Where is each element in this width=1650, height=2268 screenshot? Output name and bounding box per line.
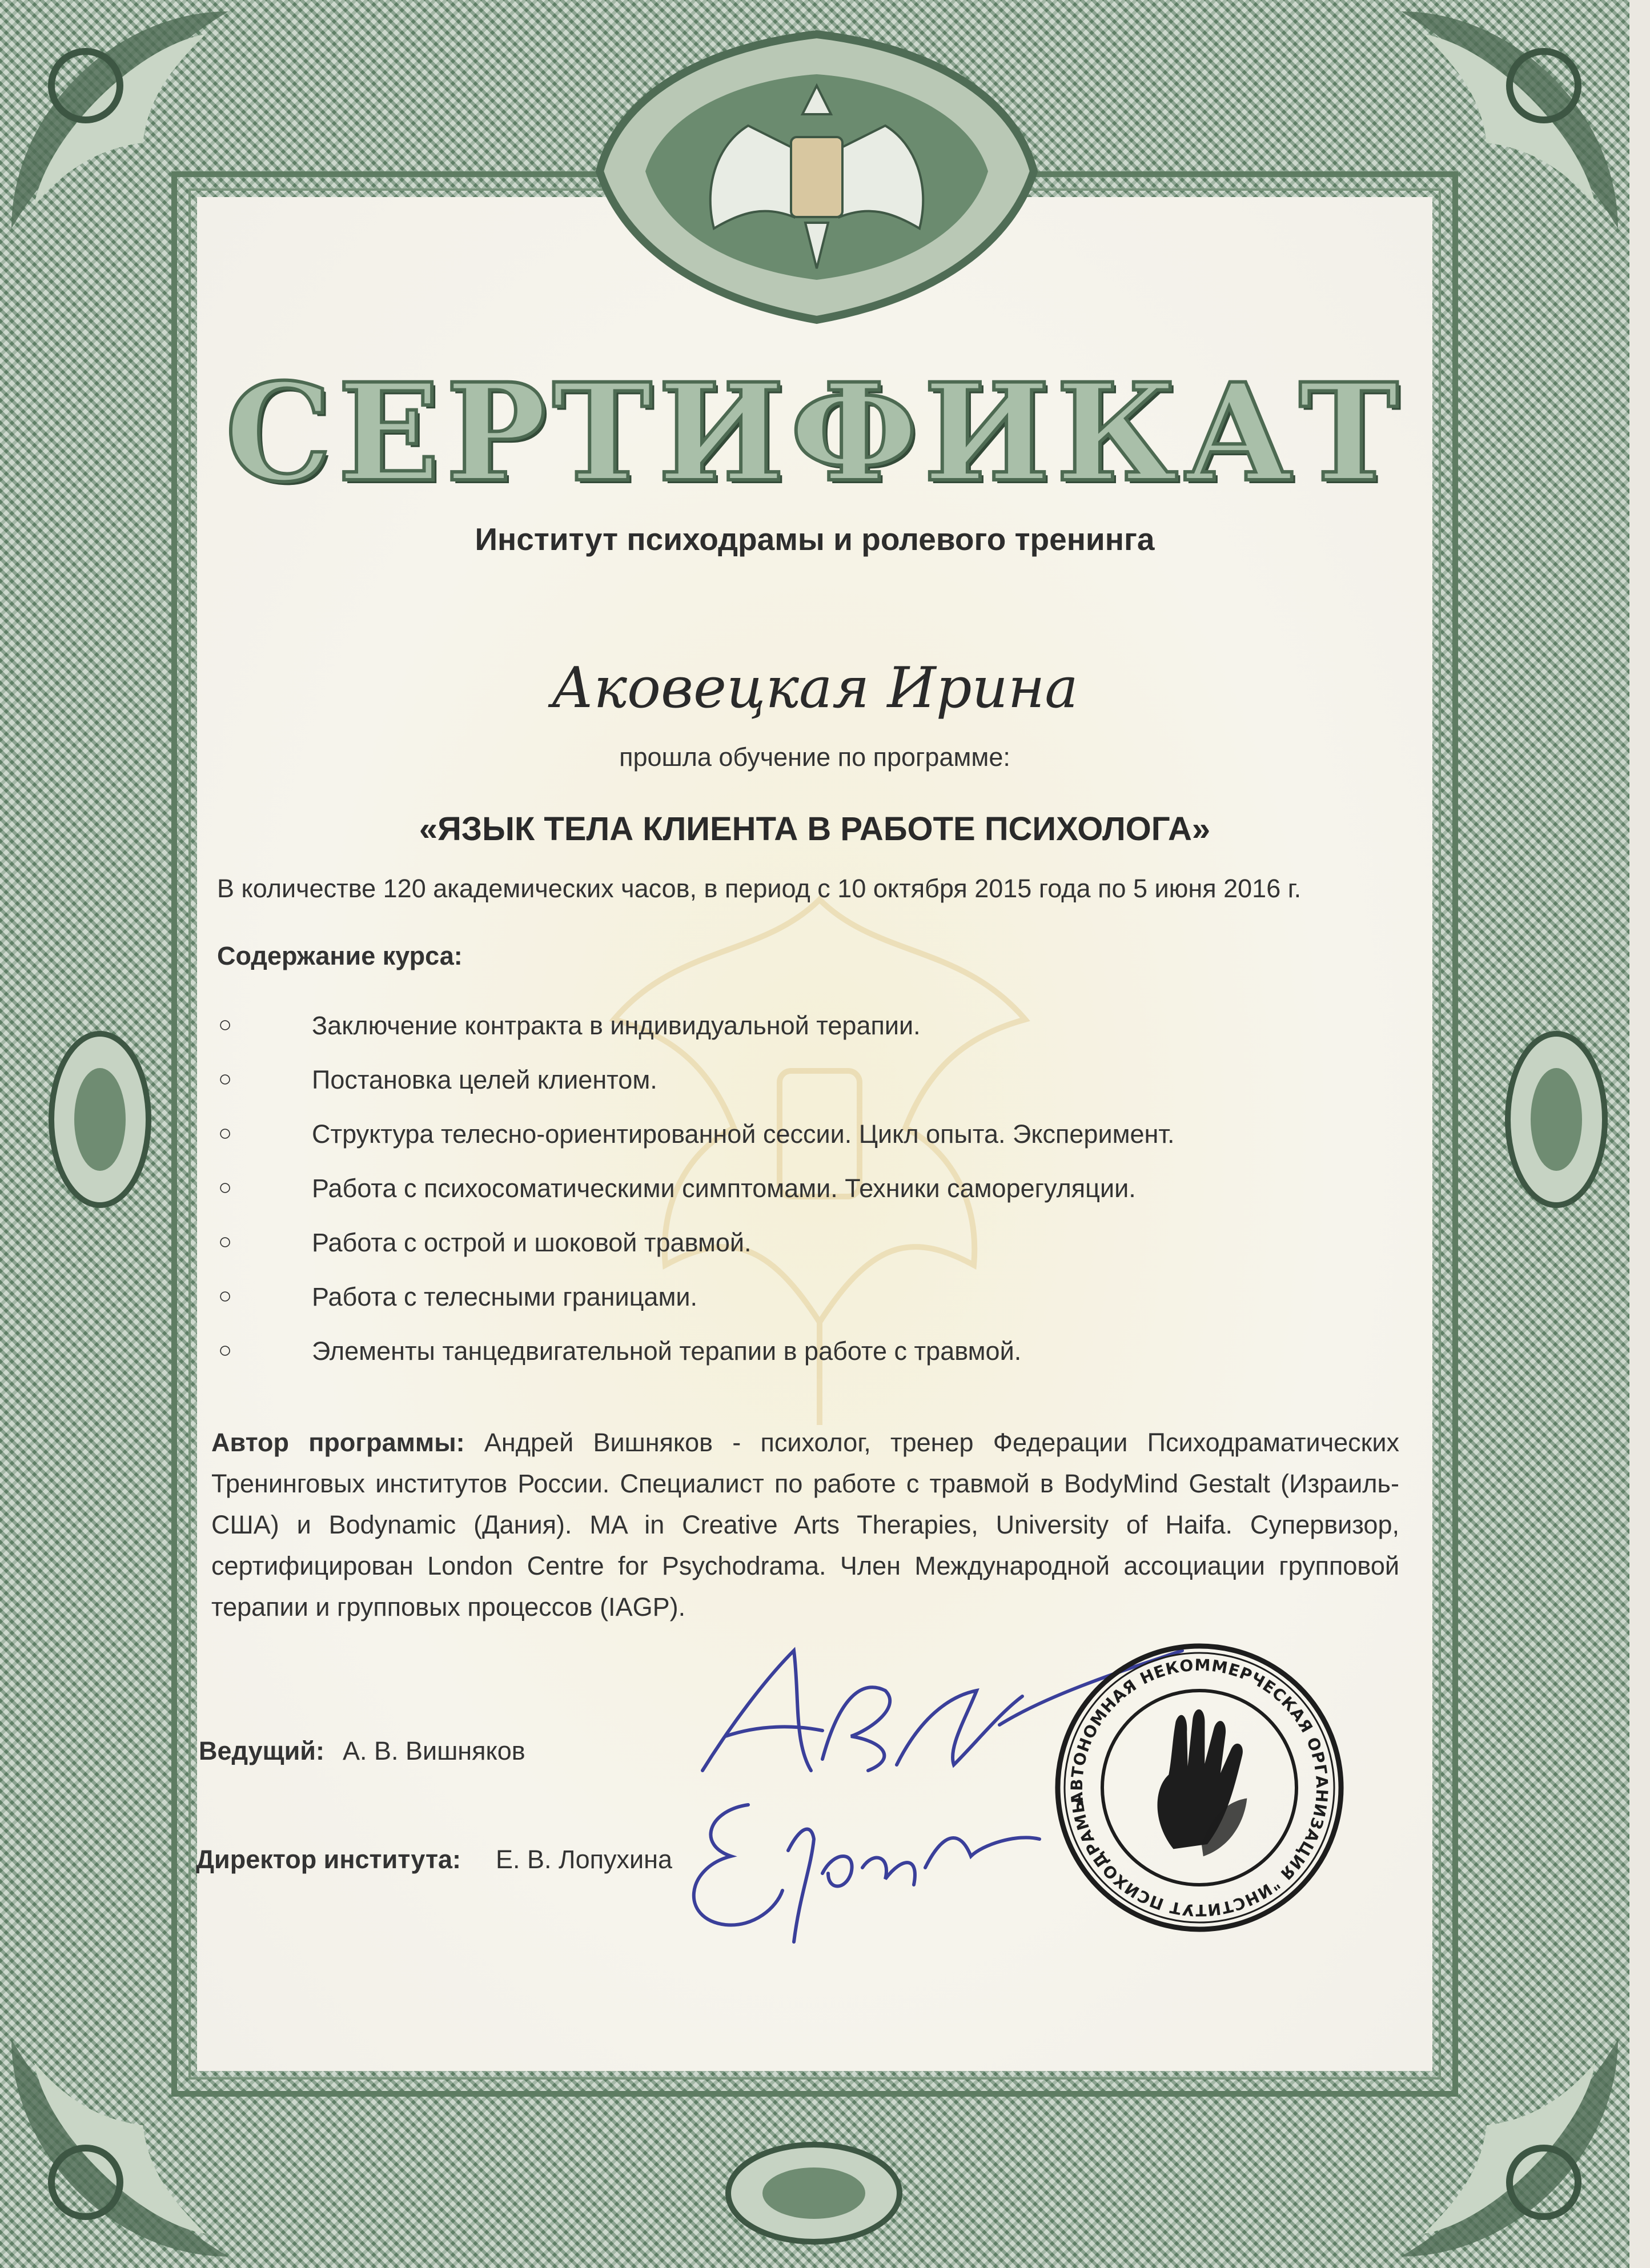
course-item-text: Постановка целей клиентом. (312, 1065, 657, 1094)
course-item-text: Работа с телесными границами. (312, 1282, 698, 1311)
bullet-icon: ○ (218, 1229, 232, 1254)
bullet-icon: ○ (218, 1283, 232, 1308)
list-item (211, 1119, 1354, 1174)
bottom-medallion (722, 2139, 905, 2247)
bullet-icon: ○ (218, 1121, 232, 1146)
director-name: Е. В. Лопухина (496, 1845, 672, 1874)
list-item (211, 1011, 1354, 1065)
course-item-text: Работа с психосоматическими симптомами. Техники саморегуляции. (312, 1174, 1136, 1203)
crest-emblem-icon (577, 0, 1057, 354)
bullet-icon: ○ (218, 1012, 232, 1037)
certificate-title: СЕРТИФИКАТ (225, 354, 1404, 512)
course-item-text: Работа с острой и шоковой травмой. (312, 1228, 752, 1257)
list-item (211, 1065, 1354, 1119)
completion-statement: прошла обучение по программе: (619, 742, 1010, 772)
hours-and-period: В количестве 120 академических часов, в период с 10 октября 2015 года по 5 июня 2016 г. (217, 874, 1302, 903)
bullet-icon: ○ (218, 1066, 232, 1091)
list-item (211, 1228, 1354, 1282)
lead-trainer-name: А. В. Вишняков (343, 1736, 525, 1765)
list-item (211, 1336, 1354, 1391)
bullet-icon: ○ (218, 1175, 232, 1200)
institute-name: Институт психодрамы и ролевого тренинга (475, 521, 1155, 557)
course-contents-list (211, 1011, 1354, 1391)
recipient-name: Аковецкая Ирина (551, 656, 1078, 721)
course-item-text: Элементы танцедвигательной терапии в работе с травмой. (312, 1336, 1022, 1366)
lead-trainer-label: Ведущий: (199, 1736, 324, 1765)
bullet-icon: ○ (218, 1338, 232, 1363)
author-label: Автор программы: (211, 1428, 465, 1457)
side-medallion-left (46, 1028, 154, 1211)
director-label: Директор института: (196, 1845, 461, 1874)
course-contents-heading: Содержание курса: (217, 941, 463, 970)
course-item-text: Структура телесно-ориентированной сессии. Цикл опыта. Эксперимент. (312, 1119, 1175, 1149)
institute-stamp (1051, 1639, 1348, 1936)
side-medallion-right (1502, 1028, 1611, 1211)
author-description: Андрей Вишняков - психолог, тренер Федерации Психодраматических Тренинговых институтов России. Специалист по работе с травмой в BodyMind Gestalt (Израиль-США) и Bodynamic (Дания). MA in Creative Arts Therapies, University of Haifa. Супервизор, сертифицирован London Centre for Psychodrama. Член Международной ассоциации групповой терапии и групповых процессов (IAGP). (211, 1428, 1399, 1621)
program-name: «ЯЗЫК ТЕЛА КЛИЕНТА В РАБОТЕ ПСИХОЛОГА» (419, 810, 1211, 848)
program-author-paragraph (211, 1422, 1399, 1628)
list-item (211, 1282, 1354, 1336)
list-item (211, 1174, 1354, 1228)
signature-director (663, 1771, 1051, 1959)
paper-edge (1629, 0, 1650, 2268)
svg-text:АВТОНОМНАЯ НЕКОММЕРЧЕСКАЯ ОРГА: АВТОНОМНАЯ НЕКОММЕРЧЕСКАЯ ОРГАНИЗАЦИЯ "ИНСТИТУТ ПСИХОДРАМЫ (1067, 1655, 1332, 1920)
course-item-text: Заключение контракта в индивидуальной терапии. (312, 1011, 921, 1040)
